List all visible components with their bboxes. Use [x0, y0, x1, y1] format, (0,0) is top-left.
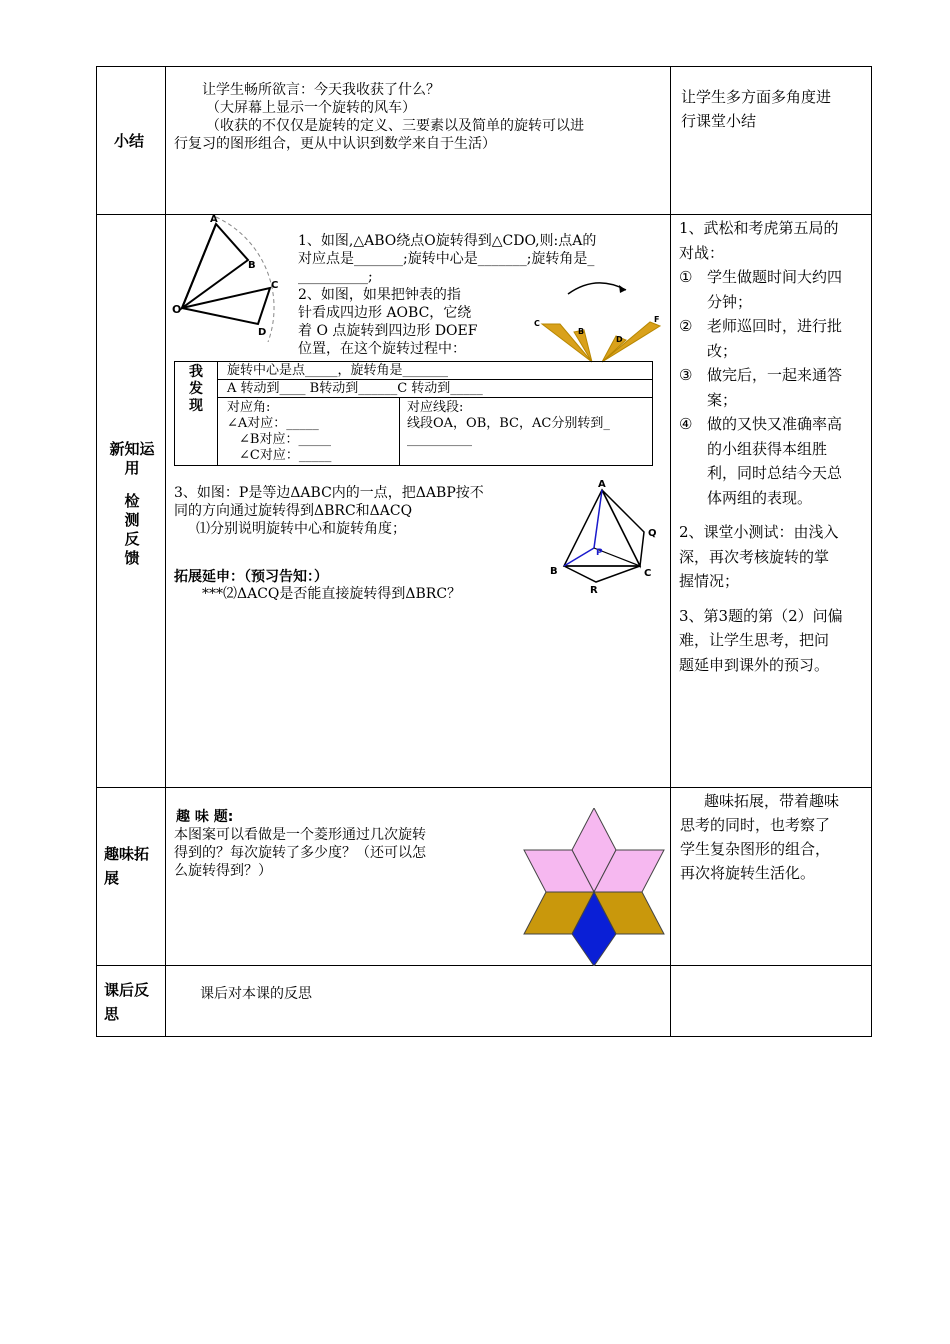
label-b: B [248, 260, 256, 271]
summary-label: 小结 [114, 132, 145, 150]
note-item-4: ④ 做的又快又准确率高 的小组获得本组胜 利，同时总结今天总 体两组的表现。 [679, 415, 843, 507]
label-a: A [210, 214, 218, 225]
rule [217, 379, 652, 380]
note-item-1: ① 学生做题时间大约四 分钟； [679, 268, 843, 311]
extend-title: 拓展延申：（预习告知：） [174, 569, 328, 585]
summary-note: 让学生多方面多角度进 行课堂小结 [681, 88, 832, 130]
triangle-acq [602, 490, 644, 566]
rule [96, 1036, 872, 1037]
label-o: O [172, 303, 182, 316]
discovery-table [174, 361, 653, 466]
rule [96, 66, 872, 67]
triangle-brc [564, 566, 640, 582]
note-item-3: ③ 做完后，一起来通答 案； [679, 366, 843, 409]
summary-text: 让学生畅所欲言：今天我收获了什么？ （大屏幕上显示一个旋转的风车） （收获的不仅仅是旋转的定义、三要素以及简单的旋转可以进 行复习的图形组合，更从中认识到数学来自于生活） [174, 82, 584, 152]
rule [217, 397, 652, 398]
label-a: A [598, 479, 606, 490]
extend-question: ***⑵ΔACQ是否能直接旋转得到ΔBRC？ [202, 586, 462, 602]
question-3: 3、如图：P是等边ΔABC内的一点，把ΔABP按不 同的方向通过旋转得到ΔBRC和ΔACQ ⑴分别说明旋转中心和旋转角度； [174, 485, 484, 537]
figure-triangle-rotation [168, 212, 298, 342]
label-r: R [590, 585, 598, 596]
discovery-label: 我 发 现 [189, 364, 203, 414]
apply-notes: 1、武松和考虎第五局的 对战： ① 学生做题时间大约四 分钟； ② 老师巡回时，进行批 改； ③ 做完后，一起来通答 案； ④ 做的又快又准确率高 的小组获得本组胜 利，同时总结今天总 体两组的表现。 2、课堂小测试：由浅入 深，再次考核旋转的掌 握情况； 3、第3题的第（2）问偏 难，让学生思考，把问 题延申到课外的预习。 [679, 216, 869, 677]
rule [670, 66, 671, 1037]
question-1: 1、如图,△ABO绕点O旋转得到△CDO,则:点A的 对应点是_______;旋转中心是_______;旋转角是_ __________; [298, 233, 597, 285]
corresponding-segments: 对应线段: 线段OA，OB，BC，AC分别转到_ __________ [407, 400, 610, 447]
hand-f [602, 322, 660, 362]
label-b: B [550, 566, 558, 577]
fun-label: 趣味拓 展 [104, 845, 150, 887]
reflect-label: 课后反 思 [104, 981, 150, 1023]
rotation-arrow [568, 283, 626, 294]
apply-label: 新知运 用 检 测 反 馈 [109, 440, 155, 567]
rule [871, 66, 872, 1037]
fun-note: 趣味拓展，带着趣味 思考的同时，也考察了 学生复杂图形的组合， 再次将旋转生活化。 [680, 792, 840, 882]
figure-rhombus-star [510, 808, 670, 966]
label-d: D [616, 335, 623, 344]
rule [96, 787, 872, 788]
rule [217, 362, 218, 465]
label-c: C [534, 319, 540, 328]
arc [216, 217, 274, 342]
rule [96, 66, 97, 1037]
label-b: B [578, 327, 585, 336]
label-c: C [271, 280, 279, 291]
label-q: Q [648, 528, 657, 539]
label-d: D [258, 327, 267, 338]
figure-equilateral-triangle [544, 476, 664, 596]
triangle-cdo [182, 288, 270, 324]
label-f: F [654, 315, 660, 324]
label-c: C [644, 568, 652, 579]
rule [399, 397, 400, 465]
question-2: 2、如图，如果把钟表的指 针看成四边形 AOBC，它绕 着 O 点旋转到四边形 DOEF 位置，在这个旋转过程中： [298, 287, 478, 357]
note-item-2: ② 老师巡回时，进行批 改； [679, 317, 843, 360]
label-p: P [596, 548, 603, 558]
corresponding-angles: 对应角: ∠A对应：_____ ∠B对应：_____ ∠C对应：_____ [227, 400, 332, 463]
discovery-row-2: A 转动到____ B转动到______C 转动到_____ [227, 381, 483, 396]
discovery-row-1: 旋转中心是点_____，旋转角是_______ [227, 363, 449, 378]
figure-clock-hands [530, 274, 668, 366]
fun-title: 趣 味 题: [176, 809, 234, 825]
rule [96, 965, 872, 966]
fun-question: 本图案可以看做是一个菱形通过几次旋转 得到的？每次旋转了多少度？（还可以怎 么旋转得到？） [174, 827, 426, 879]
reflect-text: 课后对本课的反思 [200, 986, 312, 1002]
rule [165, 66, 166, 1037]
